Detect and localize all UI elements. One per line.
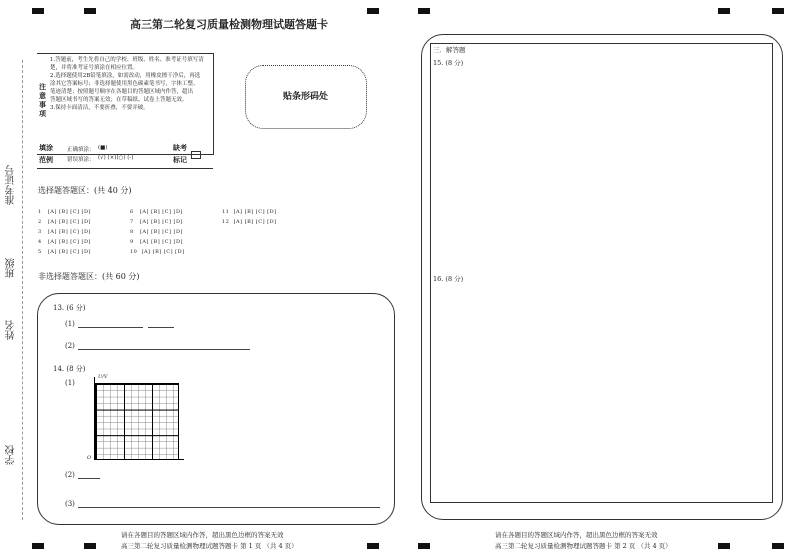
notice-line: 楚，并将准考证号填涂在相应位置。 [50,65,139,71]
nonchoice-header: 非选择题答题区：(共 60 分) [38,272,140,281]
answer-line[interactable] [78,349,250,350]
question-number: 7 [130,219,134,225]
choice-question[interactable] [38,219,91,225]
alignment-mark [772,543,784,549]
alignment-mark [84,8,96,14]
answer-options[interactable]: [A] [B] [C] [D] [139,209,183,215]
absent-label-bottom: 标记 [173,155,187,164]
exam-id-label: 准考证号 [6,165,17,205]
page1-warning: 请在各题目的答题区域内作答，超出黑色边框的答案无效 [121,531,284,539]
answer-line[interactable] [78,327,143,328]
answer-options[interactable]: [A] [B] [C] [D] [139,229,183,235]
answer-line[interactable] [78,478,100,479]
question-number: 6 [130,209,134,215]
answer-options[interactable]: [A] [B] [C] [D] [47,229,91,235]
absent-label-top: 缺考 [173,143,187,152]
q16-title: 16. (8 分) [433,275,464,283]
choice-grid [38,209,298,264]
answer-options[interactable]: [A] [B] [C] [D] [233,209,277,215]
question-number: 3 [38,229,42,235]
q14-part1-label: (1) [65,379,75,387]
alignment-mark [772,8,784,14]
absent-checkbox[interactable] [191,151,201,159]
page2-warning: 请在各题目的答题区域内作答，超出黑色边框的答案无效 [495,531,658,539]
alignment-mark [367,543,379,549]
question-number: 5 [38,249,42,255]
answer-options[interactable]: [A] [B] [C] [D] [233,219,277,225]
alignment-mark [418,8,430,14]
answer-options[interactable]: [A] [B] [C] [D] [47,239,91,245]
origin-label: O [87,455,92,461]
section-title: 三．解答题 [433,46,466,54]
question-number: 8 [130,229,134,235]
alignment-mark [718,8,730,14]
question-number: 2 [38,219,42,225]
fill-example-label-top: 填涂 [39,143,53,152]
page-title: 高三第二轮复习质量检测物理试题答题卡 [130,18,328,31]
q13-part1-label: (1) [65,320,75,328]
notice-line: 涂其它答案标号；非选择题使用黑色碳素笔书写，字体工整、 [50,81,199,87]
question-number: 4 [38,239,42,245]
y-axis-label: U/V [98,374,108,380]
binding-line [22,60,23,520]
choice-header: 选择题答题区：(共 40 分) [38,186,132,195]
q14-title: 14. (8 分) [53,365,86,373]
notice-line: 2.选择题使用2B铅笔填涂，如需改动，用橡皮擦干净后，再选 [50,73,201,79]
answer-line[interactable] [148,327,174,328]
q15-title: 15. (8 分) [433,59,464,67]
alignment-mark [84,543,96,549]
answer-options[interactable]: [A] [B] [C] [D] [139,239,183,245]
class-label: 班级 [6,258,17,278]
page2-footer: 高三第二轮复习质量检测物理试题答题卡 第 2 页 （共 4 页） [495,542,672,550]
notice-heading: 注意事项 [39,82,46,118]
choice-question[interactable] [38,249,91,255]
wrong-fill-marks: (√) (×)(○) (-) [98,155,134,161]
answer-options[interactable]: [A] [B] [C] [D] [47,209,91,215]
alignment-mark [418,543,430,549]
choice-question[interactable] [222,209,277,215]
question-number: 1 [38,209,42,215]
alignment-mark [32,543,44,549]
alignment-mark [718,543,730,549]
choice-question[interactable] [130,209,183,215]
question-number: 9 [130,239,134,245]
fill-example-label-bottom: 范例 [39,155,53,164]
q13-title: 13. (6 分) [53,304,86,312]
choice-question[interactable] [222,219,277,225]
wrong-fill-label: 错误填涂： [67,157,95,163]
choice-question[interactable] [130,219,183,225]
notice-line: 笔迹清楚；按照题号顺序在各题目的答题区域内作答，超出 [50,89,194,95]
choice-question[interactable] [130,229,183,235]
q14-part2-label: (2) [65,471,75,479]
alignment-mark [367,8,379,14]
alignment-mark [32,8,44,14]
answer-options[interactable]: [A] [B] [C] [D] [141,249,185,255]
name-label: 姓名 [6,320,17,340]
choice-question[interactable] [38,239,91,245]
barcode-label: 贴条形码处 [283,92,329,102]
page1-footer: 高三第二轮复习质量检测物理试题答题卡 第 1 页 （共 4 页） [121,542,298,550]
correct-fill-label: 正确填涂： [67,147,95,153]
answer-line[interactable] [78,507,380,508]
notice-text [50,56,212,112]
q13-part2-label: (2) [65,342,75,350]
graph-grid[interactable] [95,383,179,460]
question-number: 11 [222,209,230,215]
question-number: 12 [222,219,230,225]
answer-options[interactable]: [A] [B] [C] [D] [139,219,183,225]
q14-part3-label: (3) [65,500,75,508]
answer-area[interactable] [430,43,773,503]
notice-line: 答题区域书写的答案无效；在草稿纸、试卷上答题无效。 [50,97,188,103]
notice-line: 1.答题前，考生先将自己的学校、班级、姓名、准考证号填写清 [50,57,204,63]
school-label: 学校 [6,445,17,465]
answer-options[interactable]: [A] [B] [C] [D] [47,249,91,255]
correct-fill-mark: (■) [98,145,108,151]
choice-question[interactable] [38,209,91,215]
choice-question[interactable] [38,229,91,235]
notice-line: 3.保持卡面清洁，不要折叠，不要弄破。 [50,105,149,111]
question-number: 10 [130,249,138,255]
choice-question[interactable] [130,239,183,245]
answer-options[interactable]: [A] [B] [C] [D] [47,219,91,225]
choice-question[interactable] [130,249,185,255]
